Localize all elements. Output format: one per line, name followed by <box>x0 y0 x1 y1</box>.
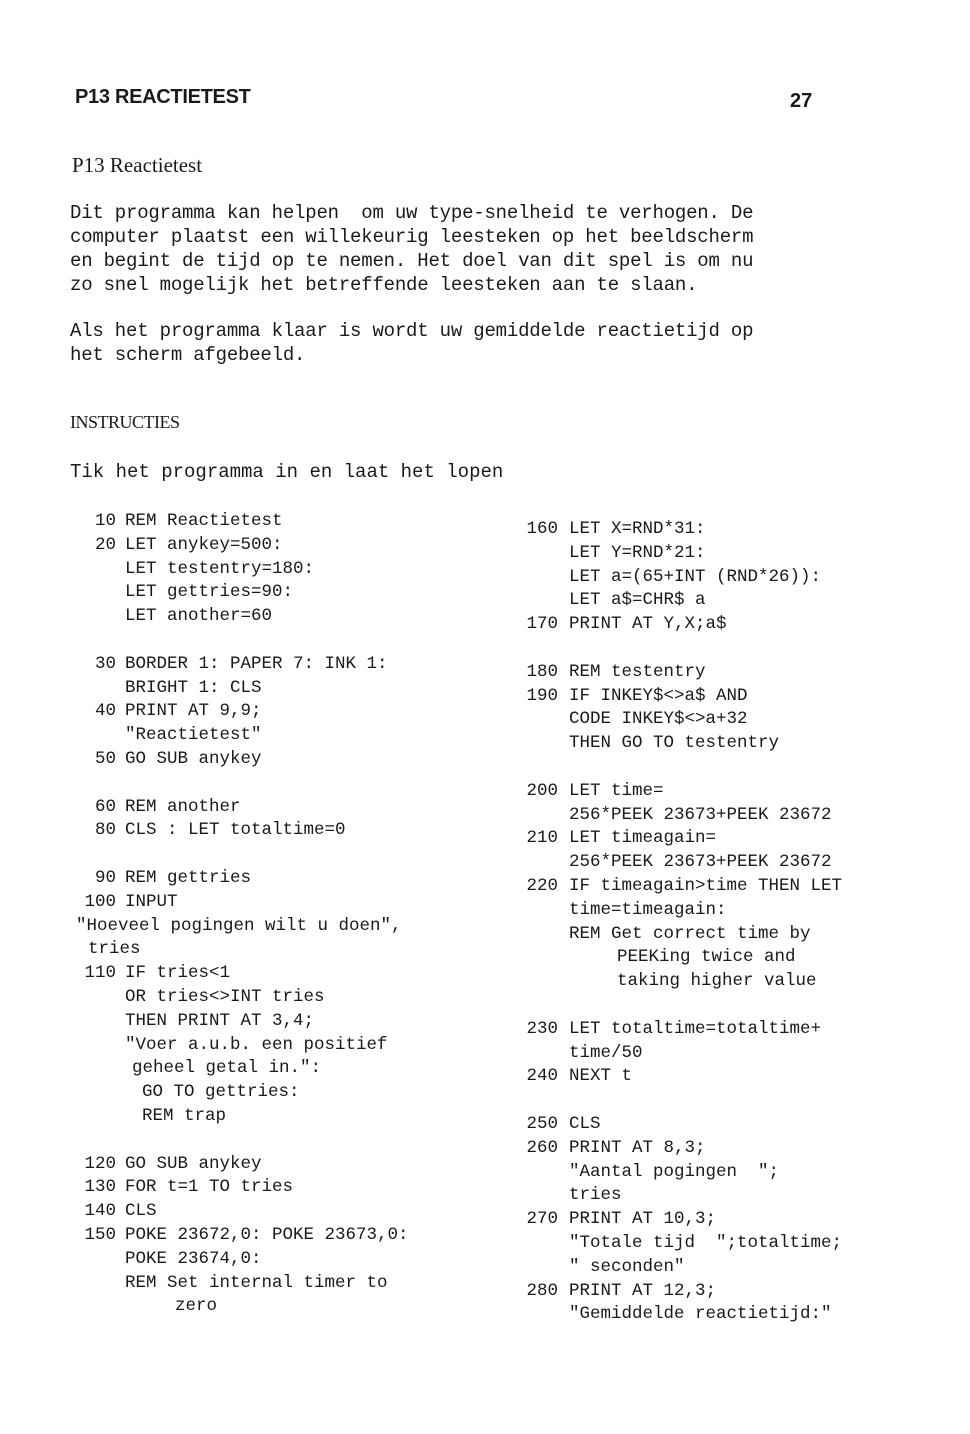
code-text: REM Reactietest <box>125 511 283 531</box>
code-line <box>70 1272 500 1296</box>
code-line <box>512 566 932 590</box>
code-text: REM trap <box>142 1105 227 1126</box>
line-number: 270 <box>526 1209 558 1230</box>
line-number: 210 <box>526 828 558 849</box>
code-text: "Hoeveel pogingen wilt u doen", <box>76 915 402 936</box>
line-number: 100 <box>84 891 116 912</box>
section-title: P13 Reactietest <box>72 153 203 177</box>
code-line <box>512 1303 932 1327</box>
code-line <box>70 1105 500 1129</box>
code-line <box>512 708 932 732</box>
code-text: PRINT AT 12,3; <box>569 1280 717 1301</box>
code-text: CODE INKEY$<>a+32 <box>569 709 748 730</box>
code-text: THEN PRINT AT 3,4; <box>125 1010 315 1031</box>
code-text: zero <box>175 1296 218 1317</box>
code-line <box>512 804 932 828</box>
code-text: LET gettries=90: <box>125 582 294 603</box>
code-gap <box>70 1129 500 1153</box>
code-text: THEN GO TO testentry <box>569 733 780 754</box>
code-line <box>512 899 932 923</box>
code-line <box>70 534 500 558</box>
code-text: LET a=(65+INT (RND*26)): <box>569 566 822 587</box>
code-line <box>70 1081 500 1105</box>
code-line <box>512 1184 932 1208</box>
line-number: 20 <box>94 534 116 555</box>
code-line <box>512 542 932 566</box>
code-line <box>512 1256 932 1280</box>
code-text: "Reactietest" <box>125 725 262 746</box>
line-number: 230 <box>526 1018 558 1039</box>
code-text: LET a$=CHR$ a <box>569 590 706 611</box>
code-line <box>70 748 500 772</box>
code-line <box>70 819 500 843</box>
code-line <box>512 589 932 613</box>
code-text: LET totaltime=totaltime+ <box>569 1018 822 1039</box>
code-line <box>70 938 500 962</box>
code-line <box>512 685 932 709</box>
code-text: REM Get correct time by <box>569 923 811 944</box>
code-text: tries <box>88 939 141 960</box>
code-line <box>512 1018 932 1042</box>
code-line <box>70 1057 500 1081</box>
code-text: 256*PEEK 23673+PEEK 23672 <box>569 804 832 825</box>
line-number: 180 <box>526 661 558 682</box>
code-gap <box>70 843 500 867</box>
code-line <box>512 970 932 994</box>
code-text: PRINT AT 10,3; <box>569 1209 717 1230</box>
page-header-title: P13 REACTIETEST <box>75 86 251 108</box>
result-paragraph: Als het programma klaar is wordt uw gemiddelde reactietijd op het scherm afgebeeld. <box>70 320 754 366</box>
code-gap <box>512 994 932 1018</box>
code-line <box>512 827 932 851</box>
line-number: 50 <box>94 748 116 769</box>
code-gap <box>512 756 932 780</box>
line-number: 250 <box>526 1113 558 1134</box>
line-number: 110 <box>84 963 116 984</box>
code-line <box>70 1248 500 1272</box>
line-number: 200 <box>526 780 558 801</box>
code-text: IF timeagain>time THEN LET <box>569 875 843 896</box>
line-number: 40 <box>94 701 116 722</box>
code-line <box>512 946 932 970</box>
code-text: LET Y=RND*21: <box>569 542 706 563</box>
code-line <box>70 700 500 724</box>
code-line <box>512 1161 932 1185</box>
line-number: 280 <box>526 1280 558 1301</box>
code-line <box>512 780 932 804</box>
line-number: 30 <box>94 653 116 674</box>
code-text: taking higher value <box>617 971 817 992</box>
code-text: tries <box>569 1185 622 1206</box>
code-text: "Gemiddelde reactietijd:" <box>569 1304 832 1325</box>
intro-paragraph: Dit programma kan helpen om uw type-snelheid te verhogen. De computer plaatst een willekeurig leesteken op het beeldscherm en begint de tijd op te nemen. Het doel van dit spel is om nu zo snel mogelijk het betreffende leesteken aan te slaan. <box>70 202 754 296</box>
line-number: 140 <box>84 1201 116 1222</box>
code-gap <box>70 629 500 653</box>
code-gap <box>70 772 500 796</box>
code-text: REM another <box>125 796 241 817</box>
code-listing-right <box>512 518 932 1327</box>
code-line <box>70 1200 500 1224</box>
code-line <box>512 661 932 685</box>
code-text: time=timeagain: <box>569 899 727 920</box>
code-line <box>70 653 500 677</box>
line-number: 60 <box>94 796 116 817</box>
line-number: 90 <box>94 867 116 888</box>
line-number: 160 <box>526 519 558 539</box>
instructions-text: Tik het programma in en laat het lopen <box>70 461 504 483</box>
code-line <box>512 1042 932 1066</box>
code-text: GO SUB anykey <box>125 1153 262 1174</box>
code-line <box>70 605 500 629</box>
code-text: PRINT AT 9,9; <box>125 701 262 722</box>
code-text: NEXT t <box>569 1066 633 1087</box>
code-text: POKE 23674,0: <box>125 1248 262 1269</box>
code-text: OR tries<>INT tries <box>125 986 325 1007</box>
code-text: POKE 23672,0: POKE 23673,0: <box>125 1224 409 1245</box>
code-text: IF tries<1 <box>125 963 231 984</box>
code-text: INPUT <box>125 891 178 912</box>
code-text: "Totale tijd ";totaltime; <box>569 1232 843 1253</box>
code-text: "Voer a.u.b. een positief <box>125 1034 388 1055</box>
code-line <box>70 867 500 891</box>
code-text: FOR t=1 TO tries <box>125 1177 294 1198</box>
code-line <box>70 986 500 1010</box>
code-text: " seconden" <box>569 1256 685 1277</box>
code-line <box>70 1034 500 1058</box>
code-line <box>70 581 500 605</box>
line-number: 150 <box>84 1224 116 1245</box>
code-text: LET anykey=500: <box>125 534 283 555</box>
code-text: GO SUB anykey <box>125 748 262 769</box>
code-line <box>70 510 500 534</box>
line-number: 190 <box>526 685 558 706</box>
code-line <box>70 1010 500 1034</box>
code-text: REM Set internal timer to <box>125 1272 388 1293</box>
code-text: PEEKing twice and <box>617 947 796 968</box>
code-text: PRINT AT 8,3; <box>569 1137 706 1158</box>
code-line <box>512 1232 932 1256</box>
code-line <box>512 1137 932 1161</box>
code-line <box>512 1113 932 1137</box>
code-text: LET time= <box>569 780 664 801</box>
code-text: PRINT AT Y,X;a$ <box>569 614 727 635</box>
code-line <box>512 732 932 756</box>
code-gap <box>512 1089 932 1113</box>
line-number: 240 <box>526 1066 558 1087</box>
code-line <box>70 962 500 986</box>
code-line <box>512 518 932 542</box>
code-line <box>70 1295 500 1319</box>
code-line <box>70 891 500 915</box>
code-text: LET timeagain= <box>569 828 717 849</box>
code-line <box>70 1224 500 1248</box>
code-line <box>70 796 500 820</box>
code-line <box>70 677 500 701</box>
code-text: CLS <box>125 1201 157 1222</box>
code-line <box>512 1065 932 1089</box>
code-gap <box>512 637 932 661</box>
code-line <box>70 1153 500 1177</box>
page-number: 27 <box>790 90 813 112</box>
code-line <box>70 1176 500 1200</box>
line-number: 130 <box>84 1177 116 1198</box>
line-number: 170 <box>526 614 558 635</box>
code-text: LET testentry=180: <box>125 558 315 579</box>
code-text: REM testentry <box>569 661 706 682</box>
code-text: GO TO gettries: <box>142 1082 300 1103</box>
code-text: geheel getal in.": <box>132 1058 322 1079</box>
code-line <box>70 915 500 939</box>
code-text: "Aantal pogingen "; <box>569 1161 780 1182</box>
line-number: 220 <box>526 875 558 896</box>
line-number: 80 <box>94 820 116 841</box>
code-text: LET another=60 <box>125 606 273 627</box>
code-text: CLS : LET totaltime=0 <box>125 820 346 841</box>
code-line <box>512 851 932 875</box>
instructions-heading: INSTRUCTIES <box>70 412 180 432</box>
line-number: 10 <box>94 511 116 531</box>
code-line <box>512 1280 932 1304</box>
code-text: BORDER 1: PAPER 7: INK 1: <box>125 653 388 674</box>
code-line <box>512 613 932 637</box>
code-text: CLS <box>569 1113 601 1134</box>
code-line <box>70 724 500 748</box>
line-number: 120 <box>84 1153 116 1174</box>
code-text: 256*PEEK 23673+PEEK 23672 <box>569 852 832 873</box>
code-text: LET X=RND*31: <box>569 519 706 539</box>
code-text: IF INKEY$<>a$ AND <box>569 685 748 706</box>
code-line <box>512 1208 932 1232</box>
code-text: BRIGHT 1: CLS <box>125 677 262 698</box>
code-text: REM gettries <box>125 867 252 888</box>
line-number: 260 <box>526 1137 558 1158</box>
code-line <box>512 923 932 947</box>
code-listing-left <box>70 510 500 1319</box>
code-line <box>512 875 932 899</box>
code-text: time/50 <box>569 1042 643 1063</box>
code-line <box>70 558 500 582</box>
